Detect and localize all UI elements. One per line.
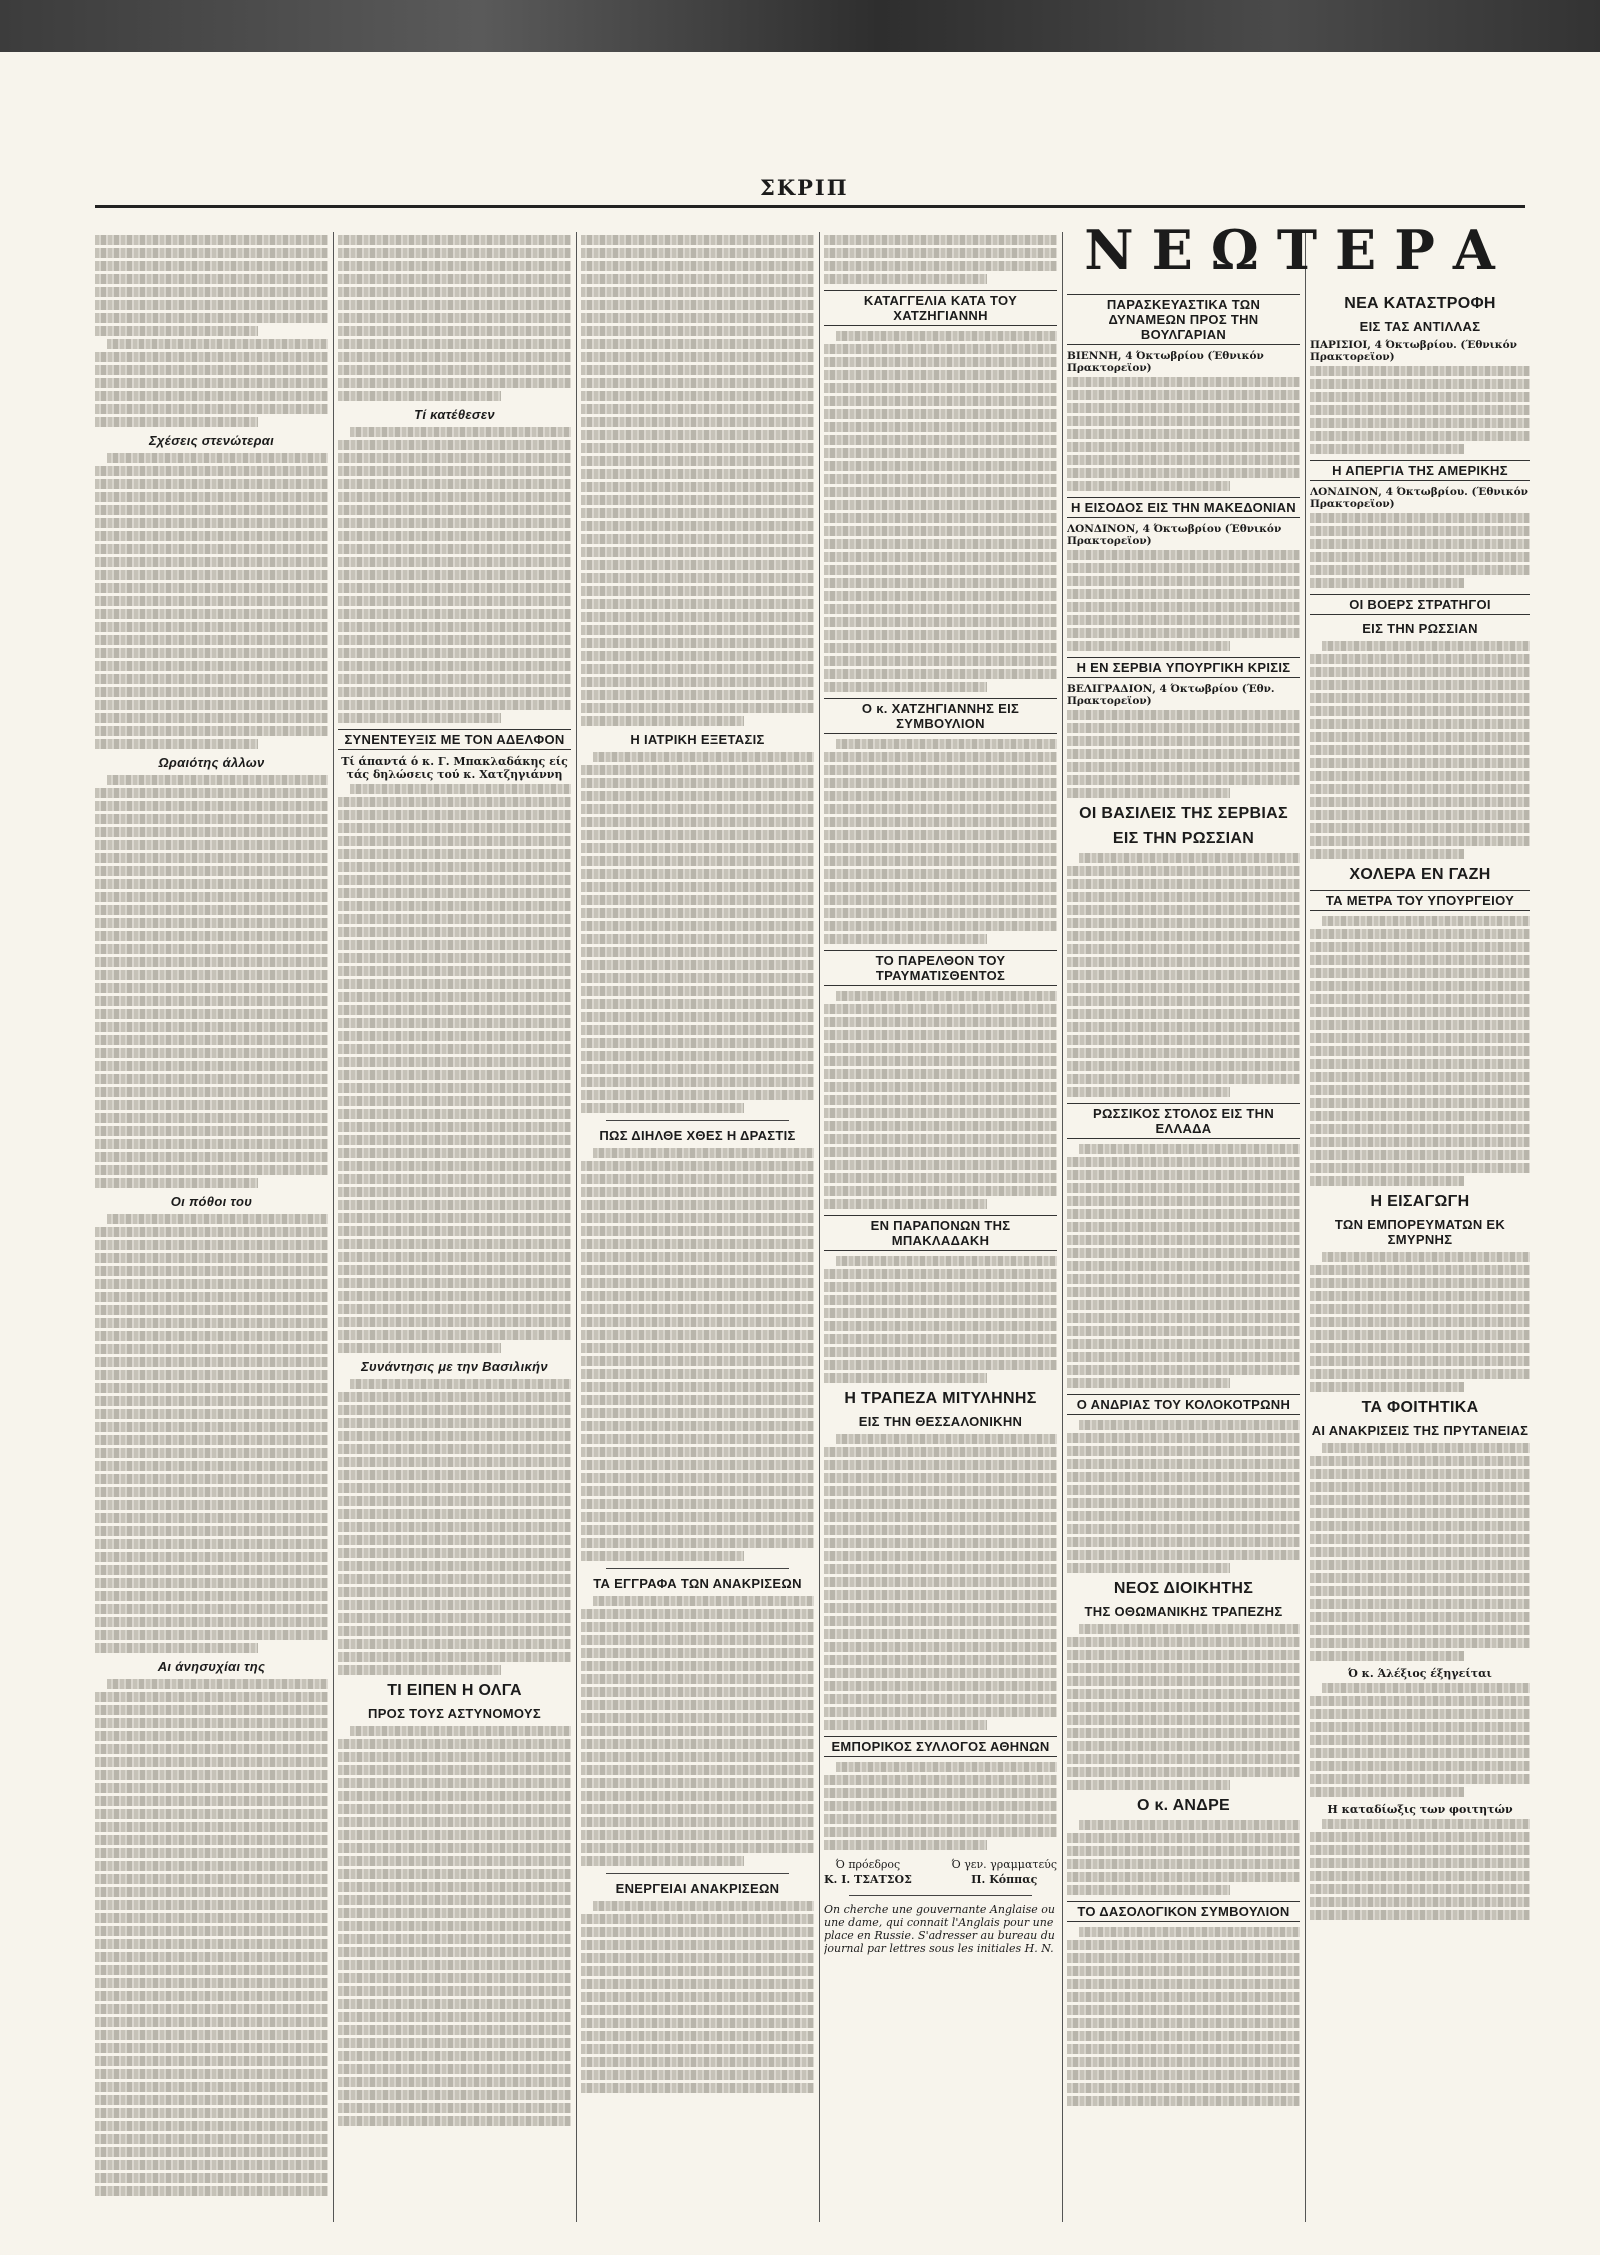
text-block	[95, 453, 328, 749]
text-block	[1310, 366, 1530, 454]
section-heading: Η ΤΡΑΠΕΖΑ ΜΙΤΥΛΗΝΗΣ	[844, 1390, 1037, 1407]
text-block	[581, 752, 814, 1113]
column-1	[95, 232, 328, 2222]
section-heading: ΚΑΤΑΓΓΕΛΙΑ ΚΑΤΑ ΤΟΥ ΧΑΤΖΗΓΙΑΝΝΗ	[824, 290, 1057, 326]
section-heading: Η ΕΙΣΑΓΩΓΗ	[1370, 1193, 1470, 1210]
text-block	[1067, 1144, 1300, 1388]
section-heading: ΠΩΣ ΔΙΗΛΘΕ ΧΘΕΣ Η ΔΡΑΣΤΙΣ	[599, 1128, 796, 1143]
text-block	[1067, 1927, 1300, 2106]
section-separator	[606, 1568, 789, 1569]
section-heading: ΤΑ ΕΓΓΡΑΦΑ ΤΩΝ ΑΝΑΚΡΙΣΕΩΝ	[593, 1576, 802, 1591]
text-block	[1310, 1819, 1530, 1920]
text-block	[95, 235, 328, 427]
section-heading: ΟΙ ΒΟΕΡΣ ΣΤΡΑΤΗΓΟΙ	[1310, 594, 1530, 615]
section-heading: ΠΡΟΣ ΤΟΥΣ ΑΣΤΥΝΟΜΟΥΣ	[368, 1706, 541, 1721]
header-rule	[95, 205, 1525, 208]
dateline: ΛΟΝΔΙΝΟΝ, 4 Όκτωβρίου. (Έθνικόν Πρακτορεϊον)	[1310, 486, 1528, 510]
column-divider	[333, 232, 334, 2222]
section-heading: ΧΟΛΕΡΑ ΕΝ ΓΑΖΗ	[1349, 866, 1491, 883]
signature-role: Ό γεν. γραμματεύς	[951, 1858, 1057, 1871]
column-divider	[1305, 232, 1306, 2222]
section-heading: ΤΙ ΕΙΠΕΝ Η ΟΛΓΑ	[387, 1682, 522, 1699]
section-heading: ΕΝΕΡΓΕΙΑΙ ΑΝΑΚΡΙΣΕΩΝ	[615, 1881, 780, 1896]
section-heading: Τί κατέθεσεν	[414, 407, 495, 422]
text-block	[581, 235, 814, 726]
column-divider	[819, 232, 820, 2222]
signature-name: Π. Κόππας	[971, 1873, 1038, 1886]
text-block	[824, 991, 1057, 1209]
section-heading: ΕΙΣ ΤΗΝ ΘΕΣΣΑΛΟΝΙΚΗΝ	[858, 1414, 1023, 1429]
column-divider	[1062, 232, 1063, 2222]
text-block	[1067, 1820, 1300, 1895]
text-block	[1067, 853, 1300, 1097]
section-subheading: Τί άπαντά ό κ. Γ. Μπακλαδάκης είς τάς δηλώσεις τού κ. Χατζηγιάννη	[341, 755, 568, 781]
text-block	[338, 1379, 571, 1675]
signature-block	[824, 1856, 1057, 1888]
column-6	[1310, 232, 1530, 2222]
section-heading: ΝΕΑ ΚΑΤΑΣΤΡΟΦΗ	[1344, 295, 1496, 312]
section-heading: ΤΑ ΦΟΙΤΗΤΙΚΑ	[1361, 1399, 1479, 1416]
text-block	[338, 427, 571, 723]
section-heading: Αι άνησυχίαι της	[157, 1659, 266, 1674]
section-heading: ΤΩΝ ΕΜΠΟΡΕΥΜΑΤΩΝ ΕΚ ΣΜΥΡΝΗΣ	[1334, 1217, 1506, 1247]
text-block	[1067, 550, 1300, 651]
section-heading: Η ΙΑΤΡΙΚΗ ΕΞΕΤΑΣΙΣ	[630, 732, 765, 747]
section-separator	[606, 1873, 789, 1874]
text-block	[1310, 513, 1530, 588]
section-heading: ΕΙΣ ΤΗΝ ΡΩΣΣΙΑΝ	[1112, 830, 1255, 847]
signature-role: Ό πρόεδρος	[835, 1858, 901, 1871]
section-heading: Η ΕΝ ΣΕΡΒΙΑ ΥΠΟΥΡΓΙΚΗ ΚΡΙΣΙΣ	[1067, 657, 1300, 678]
column-5	[1067, 232, 1300, 2222]
column-3	[581, 232, 814, 2222]
section-heading: ΕΜΠΟΡΙΚΟΣ ΣΥΛΛΟΓΟΣ ΑΘΗΝΩΝ	[824, 1736, 1057, 1757]
section-heading: ΤΑ ΜΕΤΡΑ ΤΟΥ ΥΠΟΥΡΓΕΙΟΥ	[1310, 890, 1530, 911]
text-block	[1067, 377, 1300, 491]
text-block	[1310, 1683, 1530, 1797]
classified-ad: On cherche une gouvernante Anglaise ou une dame, qui connait l'Anglais pour une place en Russie. S'adresser au bureau du journal par lettres sous les initiales H. N.	[824, 1903, 1055, 1955]
section-heading: Η ΑΠΕΡΓΙΑ ΤΗΣ ΑΜΕΡΙΚΗΣ	[1310, 460, 1530, 481]
text-block	[338, 235, 571, 401]
section-heading: ΡΩΣΣΙΚΟΣ ΣΤΟΛΟΣ ΕΙΣ ΤΗΝ ΕΛΛΑΔΑ	[1067, 1103, 1300, 1139]
section-heading: ΟΙ ΒΑΣΙΛΕΙΣ ΤΗΣ ΣΕΡΒΙΑΣ	[1079, 805, 1288, 822]
section-heading: Ωραιότης άλλων	[158, 755, 265, 770]
latest-news-banner: ΝΕΩΤΕΡΑ	[1084, 218, 1513, 282]
section-heading: Σχέσεις στενώτεραι	[148, 433, 275, 448]
dateline: ΒΙΕΝΝΗ, 4 Όκτωβρίου (Έθνικόν Πρακτορεϊον)	[1067, 350, 1264, 374]
section-heading: ΤΟ ΔΑΣΟΛΟΓΙΚΟΝ ΣΥΜΒΟΥΛΙΟΝ	[1067, 1901, 1300, 1922]
section-separator	[849, 1895, 1032, 1896]
section-heading: Ο κ. ΑΝΔΡΕ	[1136, 1797, 1231, 1814]
section-heading: ΕΙΣ ΤΗΝ ΡΩΣΣΙΑΝ	[1362, 621, 1478, 636]
section-heading: ΑΙ ΑΝΑΚΡΙΣΕΙΣ ΤΗΣ ΠΡΥΤΑΝΕΙΑΣ	[1311, 1423, 1529, 1438]
dateline: ΛΟΝΔΙΝΟΝ, 4 Όκτωβρίου (Έθνικόν Πρακτορεϊον)	[1067, 523, 1282, 547]
section-heading: Συνάντησις με την Βασιλικήν	[361, 1359, 548, 1374]
section-heading: ΠΑΡΑΣΚΕΥΑΣΤΙΚΑ ΤΩΝ ΔΥΝΑΜΕΩΝ ΠΡΟΣ ΤΗΝ ΒΟΥΛΓΑΡΙΑΝ	[1067, 294, 1300, 345]
text-block	[581, 1596, 814, 1866]
column-divider	[576, 232, 577, 2222]
text-block	[1067, 710, 1300, 798]
section-heading: Ο κ. ΧΑΤΖΗΓΙΑΝΝΗΣ ΕΙΣ ΣΥΜΒΟΥΛΙΟΝ	[824, 698, 1057, 734]
text-block	[95, 1214, 328, 1653]
text-block	[1310, 1252, 1530, 1392]
text-block	[581, 1901, 814, 2093]
text-block	[95, 775, 328, 1188]
text-block	[338, 1726, 571, 2126]
column-2	[338, 232, 571, 2222]
text-block	[1067, 1624, 1300, 1790]
section-heading: ΤΟ ΠΑΡΕΛΘΟΝ ΤΟΥ ΤΡΑΥΜΑΤΙΣΘΕΝΤΟΣ	[824, 950, 1057, 986]
text-block	[1067, 1420, 1300, 1573]
text-block	[1310, 916, 1530, 1186]
column-4	[824, 232, 1057, 2222]
section-heading: ΕΙΣ ΤΑΣ ΑΝΤΙΛΛΑΣ	[1359, 319, 1481, 334]
text-block	[1310, 1443, 1530, 1661]
section-heading: ΝΕΟΣ ΔΙΟΙΚΗΤΗΣ	[1113, 1580, 1254, 1597]
section-separator	[606, 1120, 789, 1121]
dateline: ΠΑΡΙΣΙΟΙ, 4 Όκτωβρίου. (Έθνικόν Πρακτορεϊον)	[1310, 339, 1517, 363]
text-block	[824, 235, 1057, 284]
text-block	[824, 1434, 1057, 1730]
section-heading: ΤΗΣ ΟΘΩΜΑΝΙΚΗΣ ΤΡΑΠΕΖΗΣ	[1084, 1604, 1283, 1619]
text-block	[338, 784, 571, 1353]
section-subheading: Ό κ. Άλέξιος έξηγείται	[1348, 1667, 1492, 1680]
text-block	[1310, 641, 1530, 859]
text-block	[824, 1762, 1057, 1850]
section-heading: ΣΥΝΕΝΤΕΥΞΙΣ ΜΕ ΤΟΝ ΑΔΕΛΦΟΝ	[338, 729, 571, 750]
section-subheading: Η καταδίωξις των φοιτητών	[1327, 1803, 1513, 1816]
section-heading: Ο ΑΝΔΡΙΑΣ ΤΟΥ ΚΟΛΟΚΟΤΡΩΝΗ	[1067, 1394, 1300, 1415]
page-header	[0, 175, 1600, 215]
text-block	[95, 1679, 328, 2196]
section-heading: Οι πόθοι του	[170, 1194, 253, 1209]
section-heading: ΕΝ ΠΑΡΑΠΟΝΩΝ ΤΗΣ ΜΠΑΚΛΑΔΑΚΗ	[824, 1215, 1057, 1251]
text-block	[824, 739, 1057, 944]
text-block	[581, 1148, 814, 1561]
scan-dark-border	[0, 0, 1600, 52]
signature-name: Κ. Ι. ΤΣΑΤΣΟΣ	[824, 1873, 912, 1886]
newspaper-title: ΣΚΡΙΠ	[760, 175, 849, 200]
dateline: ΒΕΛΙΓΡΑΔΙΟΝ, 4 Όκτωβρίου (Έθν. Πρακτορεϊον)	[1067, 683, 1275, 707]
text-block	[824, 1256, 1057, 1383]
section-heading: Η ΕΙΣΟΔΟΣ ΕΙΣ ΤΗΝ ΜΑΚΕΔΟΝΙΑΝ	[1067, 497, 1300, 518]
text-block	[824, 331, 1057, 692]
